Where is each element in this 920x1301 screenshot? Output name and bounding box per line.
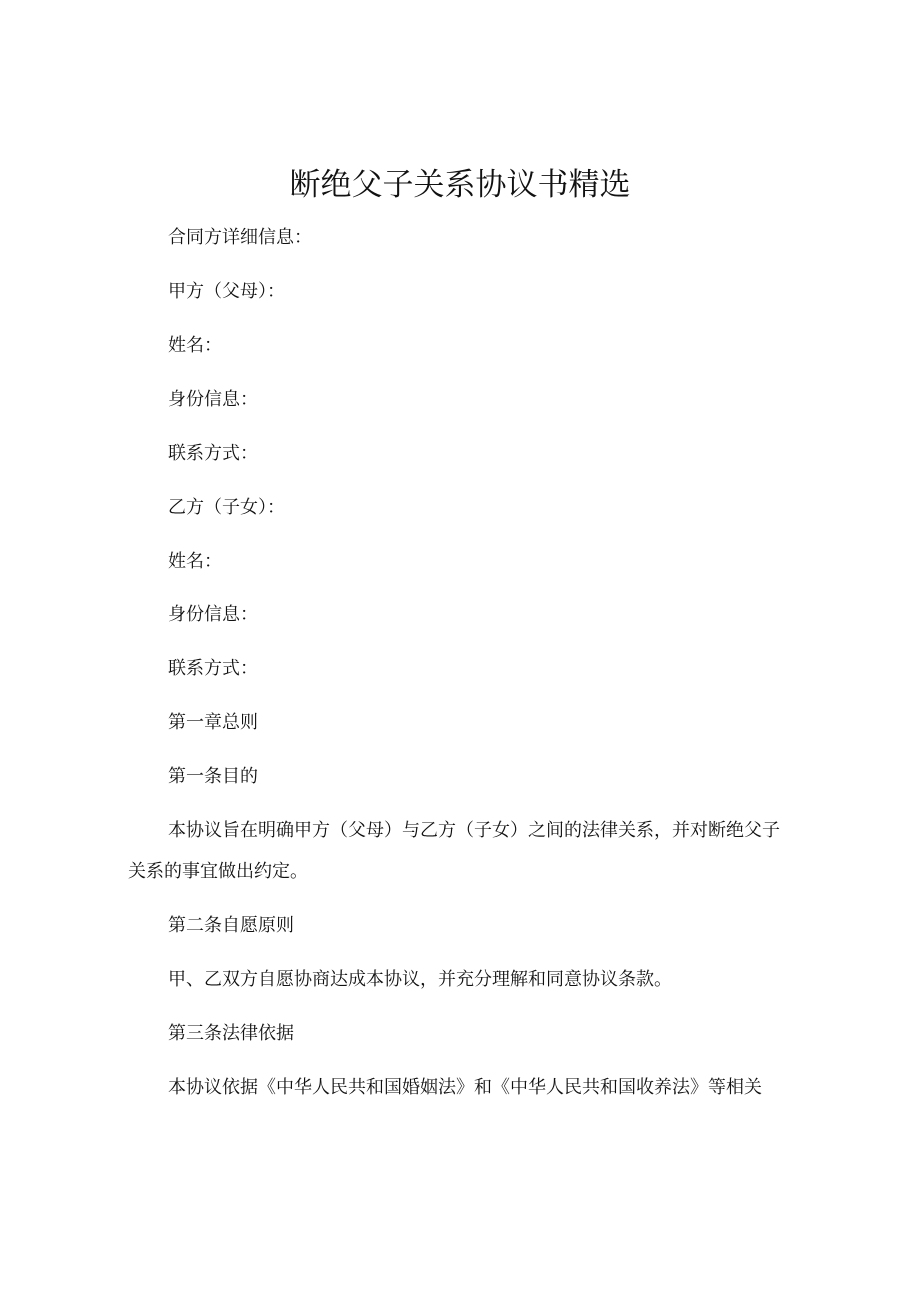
party-a-id-field: 身份信息：: [168, 389, 258, 410]
document-title: 断绝父子关系协议书精选: [289, 167, 631, 203]
article-1-heading: 第一条目的: [168, 766, 258, 787]
party-a-name-field: 姓名：: [168, 335, 222, 356]
article-1-text-line-2: 关系的事宜做出约定。: [128, 861, 308, 882]
chapter-heading: 第一章总则: [168, 712, 258, 733]
article-3-text-line-1: 本协议依据《中华人民共和国婚姻法》和《中华人民共和国收养法》等相关: [168, 1077, 762, 1098]
article-2-heading: 第二条自愿原则: [168, 915, 294, 936]
section-heading-parties: 合同方详细信息：: [168, 227, 312, 248]
party-a-heading: 甲方（父母）：: [168, 281, 285, 302]
party-b-heading: 乙方（子女）：: [168, 497, 285, 518]
party-b-name-field: 姓名：: [168, 551, 222, 572]
party-b-id-field: 身份信息：: [168, 604, 258, 625]
article-1-text-line-1: 本协议旨在明确甲方（父母）与乙方（子女）之间的法律关系，并对断绝父子: [168, 820, 780, 841]
party-b-contact-field: 联系方式：: [168, 658, 258, 679]
party-a-contact-field: 联系方式：: [168, 443, 258, 464]
article-3-heading: 第三条法律依据: [168, 1023, 294, 1044]
article-2-text: 甲、乙双方自愿协商达成本协议，并充分理解和同意协议条款。: [168, 969, 672, 990]
